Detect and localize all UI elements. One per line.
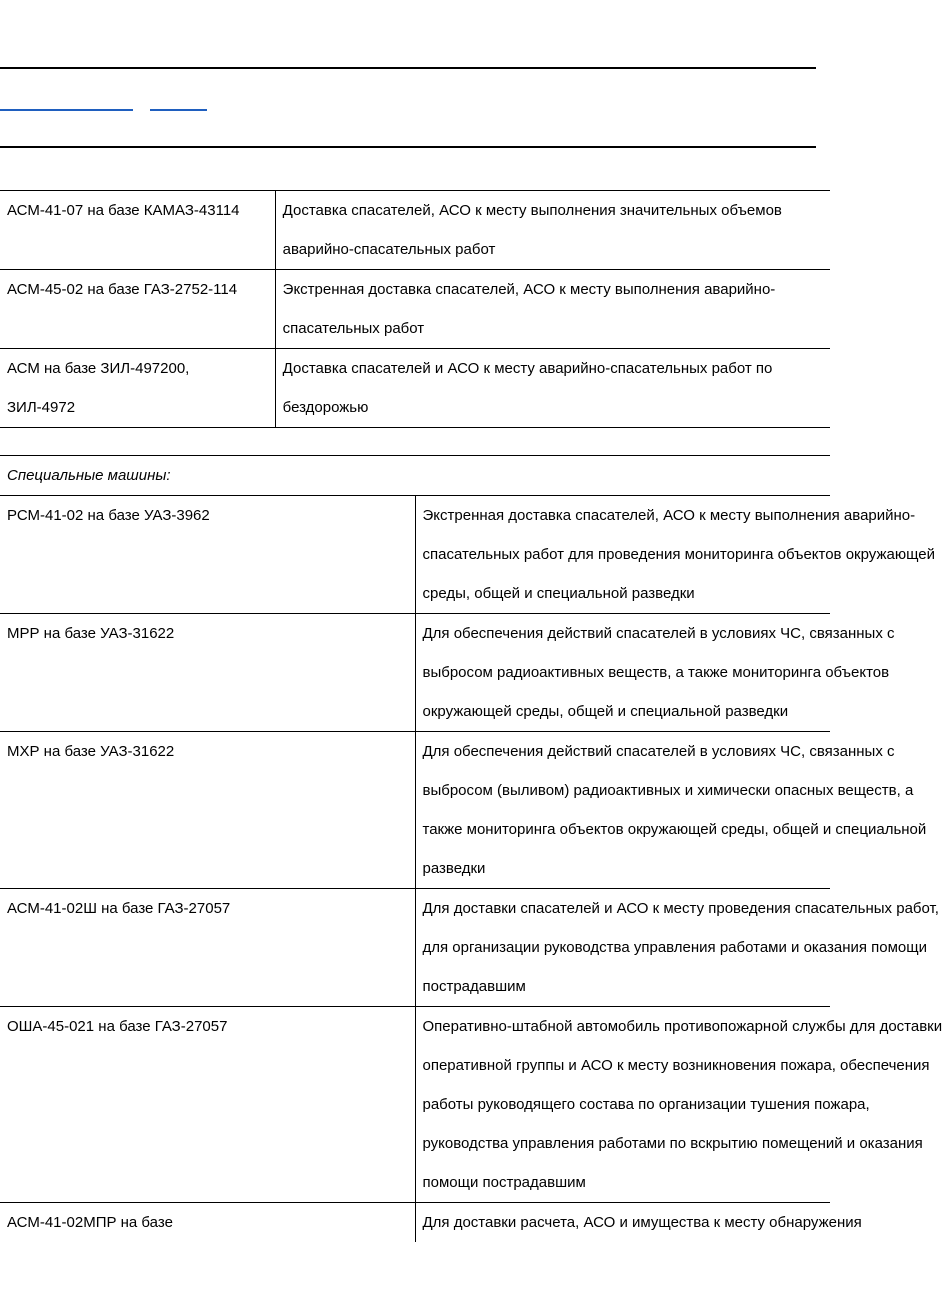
table-row [0, 270, 830, 349]
vehicle-purpose-cell [275, 349, 830, 428]
vehicle-name-cell [0, 1007, 415, 1203]
vehicle-purpose-line: Экстренная доставка спасателей, АСО к месту выполнения аварийно- [422, 507, 916, 524]
table-row [0, 349, 830, 428]
vehicle-purpose-line: оперативной группы и АСО к месту возникновения пожара, обеспечения [422, 1057, 930, 1074]
section-title: Специальные машины: [0, 456, 830, 496]
vehicle-name: АСМ-41-07 на базе КАМАЗ-43114 [7, 202, 240, 219]
table-row [0, 614, 830, 732]
vehicle-purpose-line: пострадавшим [422, 978, 526, 995]
vehicle-name: АСМ-41-02МПР на базе [7, 1214, 173, 1231]
vehicle-name-cell [0, 732, 415, 889]
vehicle-purpose-cell [415, 1007, 942, 1203]
vehicle-name: РСМ-41-02 на базе УАЗ-3962 [7, 507, 210, 524]
table-row [0, 191, 830, 270]
vehicle-purpose-line: выбросом радиоактивных веществ, а также мониторинга объектов [422, 664, 890, 681]
vehicle-purpose-line: помощи пострадавшим [422, 1174, 586, 1191]
vehicle-purpose-cell [275, 191, 830, 270]
table-row [0, 732, 830, 889]
vehicle-name-cell [0, 614, 415, 732]
vehicle-name-cell [0, 349, 275, 428]
vehicle-purpose-cell [415, 889, 939, 1007]
link-underline-1[interactable] [0, 109, 133, 111]
vehicle-purpose-line: Для обеспечения действий спасателей в условиях ЧС, связанных с [422, 743, 895, 760]
vehicle-purpose-cell [415, 614, 895, 732]
vehicle-purpose-line: спасательных работ [282, 320, 425, 337]
vehicle-purpose-line: аварийно-спасательных работ [282, 241, 496, 258]
rescue-vehicles-table [0, 190, 830, 428]
vehicle-name: АСМ на базе ЗИЛ-497200, [7, 360, 190, 377]
vehicle-purpose-line: Экстренная доставка спасателей, АСО к месту выполнения аварийно- [282, 281, 776, 298]
table-row [0, 889, 830, 1007]
vehicle-purpose-cell [275, 270, 830, 349]
header-rule [0, 146, 816, 148]
vehicle-purpose-line: спасательных работ для проведения мониторинга объектов окружающей [422, 546, 935, 563]
vehicle-purpose-line: разведки [422, 860, 486, 877]
vehicle-purpose-cell [415, 496, 935, 614]
section-header-row [0, 456, 830, 496]
vehicle-name-cell [0, 270, 275, 349]
vehicle-purpose-line: выбросом (выливом) радиоактивных и химически опасных веществ, а [422, 782, 914, 799]
vehicle-purpose-line: окружающей среды, общей и специальной разведки [422, 703, 789, 720]
vehicle-purpose-line: Доставка спасателей и АСО к месту аварийно-спасательных работ по [282, 360, 773, 377]
vehicle-purpose-line: Для доставки спасателей и АСО к месту проведения спасательных работ, [422, 900, 939, 917]
vehicle-name-cell [0, 191, 275, 270]
vehicle-purpose-line: Для доставки расчета, АСО и имущества к месту обнаружения [422, 1214, 862, 1231]
vehicle-name: МХР на базе УАЗ-31622 [7, 743, 175, 760]
vehicle-purpose-line: Для обеспечения действий спасателей в условиях ЧС, связанных с [422, 625, 895, 642]
vehicle-name: МРР на базе УАЗ-31622 [7, 625, 175, 642]
vehicle-purpose-line: также мониторинга объектов окружающей среды, общей и специальной [422, 821, 927, 838]
vehicle-name: ОША-45-021 на базе ГАЗ-27057 [7, 1018, 228, 1035]
vehicle-name: АСМ-45-02 на базе ГАЗ-2752-114 [7, 281, 238, 298]
table-row [0, 1007, 830, 1203]
top-rule [0, 67, 816, 69]
vehicle-name-cell [0, 496, 415, 614]
vehicle-name: АСМ-41-02Ш на базе ГАЗ-27057 [7, 900, 231, 917]
vehicle-purpose-line: среды, общей и специальной разведки [422, 585, 695, 602]
vehicle-name-cell [0, 1203, 415, 1243]
vehicle-purpose-line: для организации руководства управления работами и оказания помощи [422, 939, 927, 956]
vehicle-purpose-cell [415, 732, 927, 889]
vehicle-purpose-line: бездорожью [282, 399, 369, 416]
vehicle-purpose-line: руководства управления работами по вскрытию помещений и оказания [422, 1135, 923, 1152]
table-row [0, 496, 830, 614]
vehicle-purpose-line: Оперативно-штабной автомобиль противопожарной службы для доставки [422, 1018, 942, 1035]
vehicle-purpose-cell [415, 1203, 862, 1243]
vehicle-purpose-line: Доставка спасателей, АСО к месту выполнения значительных объемов [282, 202, 782, 219]
link-underline-2[interactable] [150, 109, 207, 111]
vehicle-name-cell [0, 889, 415, 1007]
special-vehicles-table [0, 455, 942, 1242]
vehicle-name: ЗИЛ-4972 [7, 399, 76, 416]
table-row [0, 1203, 830, 1243]
vehicle-purpose-line: работы руководящего состава по организации тушения пожара, [422, 1096, 870, 1113]
